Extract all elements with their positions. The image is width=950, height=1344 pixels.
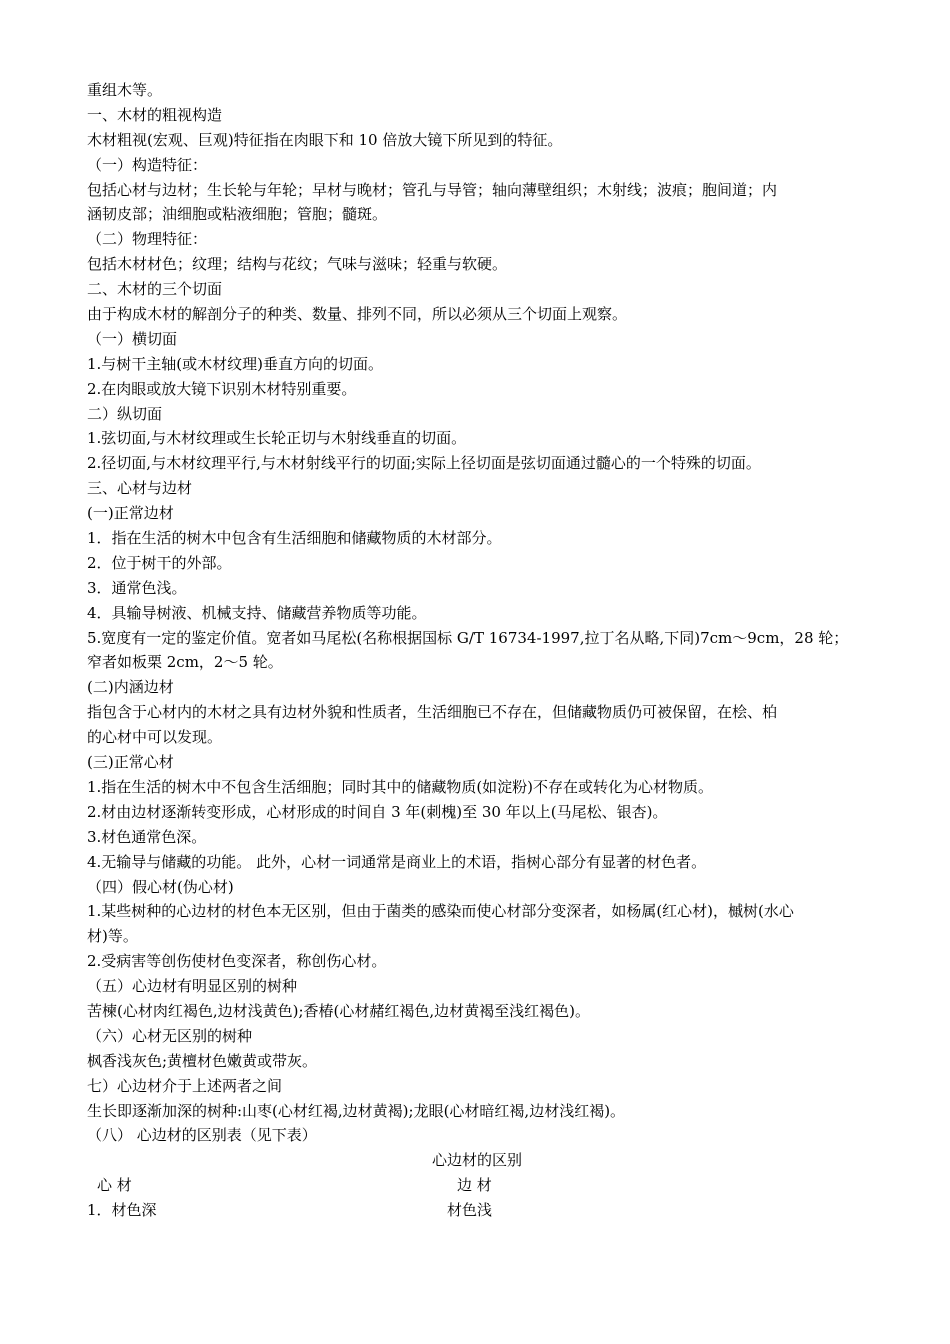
table-row [87, 1198, 867, 1223]
text-line: 4.无输导与储藏的功能。 此外，心材一词通常是商业上的术语，指树心部分有显著的材色者。 [87, 852, 707, 871]
text-line: 包括木材材色；纹理；结构与花纹；气味与滋味；轻重与软硬。 [87, 255, 508, 274]
text-line: （一）横切面 [87, 329, 178, 348]
text-line: 1.某些树种的心边材的材色本无区别，但由于菌类的感染而使心材部分变深者，如杨属(红心材)，槭树(水心 [87, 902, 794, 921]
text-line: （一）构造特征： [87, 155, 208, 174]
text-line: 三、心材与边材 [87, 479, 193, 498]
text-line: 的心材中可以发现。 [87, 728, 223, 747]
text-line: (二)内涵边材 [87, 678, 174, 697]
text-line: 生长即逐渐加深的树种:山枣(心材红褐,边材黄褐);龙眼(心材暗红褐,边材浅红褐)。 [87, 1101, 626, 1120]
table-cell-sapwood: 材色浅 [447, 1201, 493, 1220]
document-body [87, 78, 867, 1148]
text-line: 重组木等。 [87, 81, 163, 99]
text-line: （四）假心材(伪心材) [87, 877, 234, 896]
text-line: 3.材色通常色深。 [87, 827, 207, 846]
text-line: 2．位于树干的外部。 [87, 553, 232, 572]
text-line: 5.宽度有一定的鉴定价值。宽者如马尾松(名称根据国标 G/T 16734-1997,拉丁名从略,下同)7cm～9cm，28 轮； [87, 628, 849, 647]
text-line: 窄者如板栗 2cm，2～5 轮。 [87, 653, 283, 672]
text-line: 1.与树干主轴(或木材纹理)垂直方向的切面。 [87, 354, 384, 373]
text-line: 七）心边材介于上述两者之间 [87, 1076, 283, 1095]
text-line: 木材粗视(宏观、巨观)特征指在肉眼下和 10 倍放大镜下所见到的特征。 [87, 130, 563, 149]
text-line: 材)等。 [87, 927, 138, 946]
text-line: （八） 心边材的区别表（见下表） [87, 1126, 317, 1145]
table-caption: 心边材的区别 [431, 1151, 522, 1170]
table-header-sapwood: 边 材 [457, 1176, 492, 1195]
document-page [87, 78, 867, 1223]
text-line: (三)正常心材 [87, 753, 174, 772]
text-line: 二、木材的三个切面 [87, 280, 223, 299]
table-cell-heartwood: 1．材色深 [87, 1201, 157, 1220]
text-line: 二）纵切面 [87, 404, 163, 423]
text-line: （二）物理特征： [87, 230, 208, 249]
text-line: 2.受病害等创伤使材色变深者，称创伤心材。 [87, 952, 387, 971]
text-line: （五）心边材有明显区别的树种 [87, 977, 298, 996]
text-line: 1.弦切面,与木材纹理或生长轮正切与木射线垂直的切面。 [87, 429, 467, 448]
text-line: 包括心材与边材；生长轮与年轮；早材与晚材；管孔与导管；轴向薄壁组织；木射线；波痕；胞间道；内 [87, 180, 778, 199]
text-line: (一)正常边材 [87, 504, 174, 523]
text-line: 2.在肉眼或放大镜下识别木材特别重要。 [87, 379, 357, 398]
text-line: 枫香浅灰色;黄檀材色嫩黄或带灰。 [87, 1051, 318, 1070]
text-line: 指包含于心材内的木材之具有边材外貌和性质者，生活细胞已不存在，但储藏物质仍可被保留，在桧、柏 [87, 703, 778, 722]
table-header-heartwood: 心 材 [97, 1176, 132, 1195]
text-line: 2.材由边材逐渐转变形成，心材形成的时间自 3 年(刺槐)至 30 年以上(马尾松、银杏)。 [87, 802, 668, 821]
text-line: 1.指在生活的树木中不包含生活细胞；同时其中的储藏物质(如淀粉)不存在或转化为心材物质。 [87, 777, 714, 796]
text-line: 涵韧皮部；油细胞或粘液细胞；管胞；髓斑。 [87, 205, 388, 224]
text-line: 1．指在生活的树木中包含有生活细胞和储藏物质的木材部分。 [87, 529, 502, 548]
text-line: 4．具输导树液、机械支持、储藏营养物质等功能。 [87, 603, 427, 622]
text-line: 一、木材的粗视构造 [87, 105, 223, 124]
table-header-row [87, 1173, 867, 1198]
text-line: （六）心材无区别的树种 [87, 1026, 253, 1045]
text-line: 3．通常色浅。 [87, 578, 187, 597]
text-line: 苦楝(心材肉红褐色,边材浅黄色);香椿(心材赭红褐色,边材黄褐至浅红褐色)。 [87, 1001, 591, 1020]
text-line: 由于构成木材的解剖分子的种类、数量、排列不同，所以必须从三个切面上观察。 [87, 305, 628, 324]
text-line: 2.径切面,与木材纹理平行,与木材射线平行的切面;实际上径切面是弦切面通过髓心的一个特殊的切面。 [87, 454, 761, 473]
